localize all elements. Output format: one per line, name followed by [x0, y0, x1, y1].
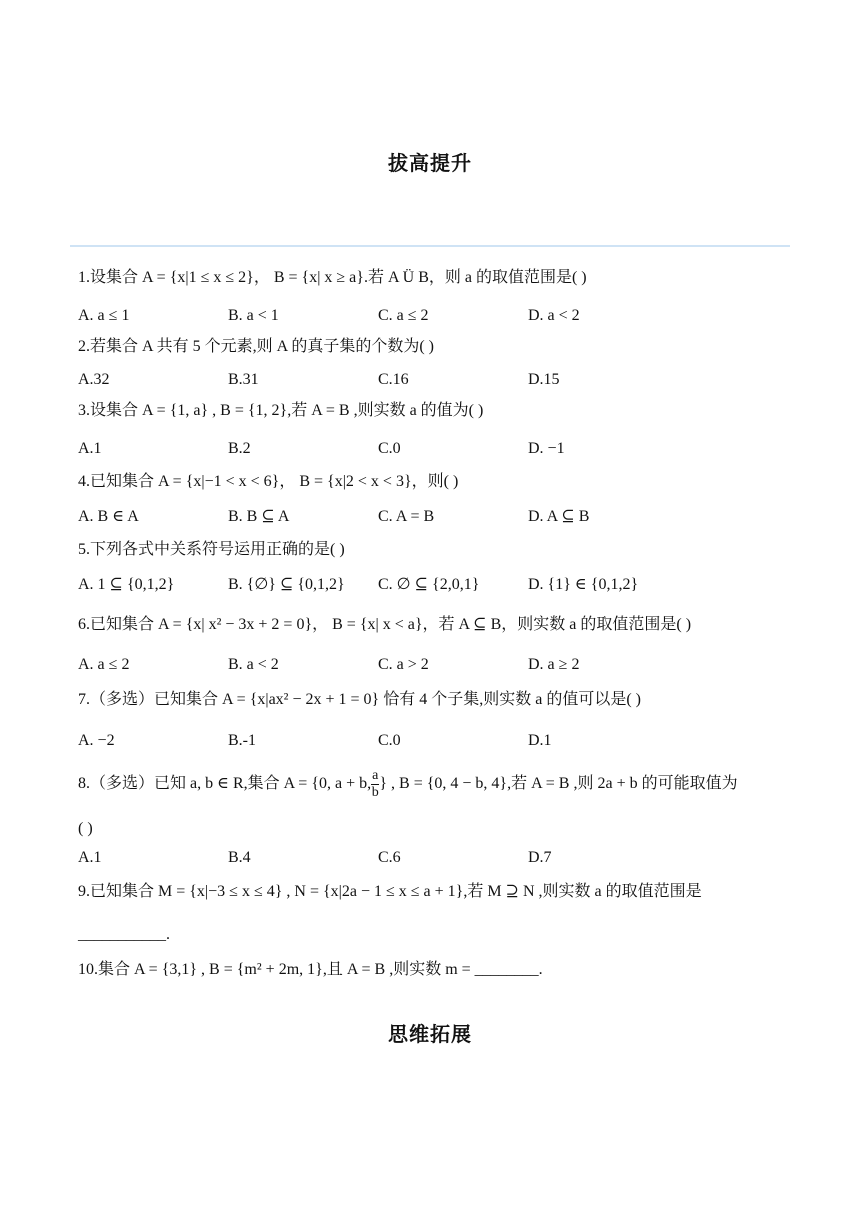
- question-1-options: [78, 306, 798, 326]
- option-a: A. −2: [78, 732, 115, 749]
- option-d: D.1: [528, 732, 552, 749]
- option-a: A.1: [78, 849, 102, 866]
- option-c: C.0: [378, 732, 401, 749]
- option-b: B.31: [228, 371, 259, 388]
- question-2-options: [78, 370, 798, 390]
- question-4-options: [78, 507, 798, 527]
- option-c: C.6: [378, 849, 401, 866]
- option-a: A. a ≤ 2: [78, 656, 130, 673]
- question-8-text-before: 8.（多选）已知 a, b ∈ R,集合 A = {0, a + b,: [78, 775, 372, 792]
- option-b: B.-1: [228, 732, 256, 749]
- question-8-options: [78, 848, 798, 868]
- option-d: D. −1: [528, 440, 565, 457]
- question-7-options: [78, 731, 798, 751]
- option-d: D.15: [528, 371, 560, 388]
- question-9-blank: ___________.: [78, 926, 170, 943]
- option-d: D. A ⊆ B: [528, 508, 590, 525]
- option-b: B.4: [228, 849, 251, 866]
- question-7: 7.（多选）已知集合 A = {x|ax² − 2x + 1 = 0} 恰有 4 个子集,则实数 a 的值可以是( ): [78, 691, 641, 708]
- option-d: D. {1} ∈ {0,1,2}: [528, 576, 639, 593]
- section-title-top: 拔高提升: [388, 151, 472, 175]
- option-c: C.16: [378, 371, 409, 388]
- option-c: C. ∅ ⊆ {2,0,1}: [378, 576, 480, 593]
- question-6-options: [78, 655, 798, 675]
- option-b: B. B ⊆ A: [228, 508, 290, 525]
- option-c: C. a ≤ 2: [378, 307, 429, 324]
- question-3-options: [78, 439, 798, 459]
- question-2: 2.若集合 A 共有 5 个元素,则 A 的真子集的个数为( ): [78, 338, 435, 355]
- option-c: C. A = B: [378, 508, 435, 525]
- option-d: D.7: [528, 849, 552, 866]
- option-c: C.0: [378, 440, 401, 457]
- fraction-numerator: a: [372, 767, 379, 783]
- option-a: A. 1 ⊆ {0,1,2}: [78, 576, 175, 593]
- question-3: 3.设集合 A = {1, a} , B = {1, 2},若 A = B ,则实数 a 的值为( ): [78, 402, 484, 419]
- option-d: D. a < 2: [528, 307, 580, 324]
- question-9: 9.已知集合 M = {x|−3 ≤ x ≤ 4} , N = {x|2a − 1 ≤ x ≤ a + 1},若 M ⊇ N ,则实数 a 的取值范围是: [78, 883, 702, 900]
- question-8: [78, 766, 738, 802]
- question-6: 6.已知集合 A = {x| x² − 3x + 2 = 0}， B = {x| x < a}，若 A ⊆ B，则实数 a 的取值范围是( ): [78, 616, 692, 633]
- question-10: 10.集合 A = {3,1} , B = {m² + 2m, 1},且 A = B ,则实数 m = ________.: [78, 961, 543, 978]
- divider-line: [70, 245, 790, 247]
- question-8-text-after: } , B = {0, 4 − b, 4},若 A = B ,则 2a + b 的可能取值为: [379, 775, 738, 792]
- option-d: D. a ≥ 2: [528, 656, 580, 673]
- question-1: 1.设集合 A = {x|1 ≤ x ≤ 2}， B = {x| x ≥ a}.若 A Ü B，则 a 的取值范围是( ): [78, 269, 587, 286]
- question-4: 4.已知集合 A = {x|−1 < x < 6}， B = {x|2 < x < 3}，则( ): [78, 473, 459, 490]
- option-a: A.1: [78, 440, 102, 457]
- option-b: B. a < 2: [228, 656, 279, 673]
- option-c: C. a > 2: [378, 656, 429, 673]
- option-b: B.2: [228, 440, 251, 457]
- option-a: A. a ≤ 1: [78, 307, 130, 324]
- option-b: B. {∅} ⊆ {0,1,2}: [228, 576, 345, 593]
- section-title-bottom: 思维拓展: [388, 1022, 472, 1046]
- option-b: B. a < 1: [228, 307, 279, 324]
- question-5-options: [78, 575, 798, 595]
- option-a: A. B ∈ A: [78, 508, 139, 525]
- question-8-line2: ( ): [78, 820, 93, 837]
- fraction-denominator: b: [371, 784, 379, 800]
- option-a: A.32: [78, 371, 110, 388]
- question-5: 5.下列各式中关系符号运用正确的是( ): [78, 541, 345, 558]
